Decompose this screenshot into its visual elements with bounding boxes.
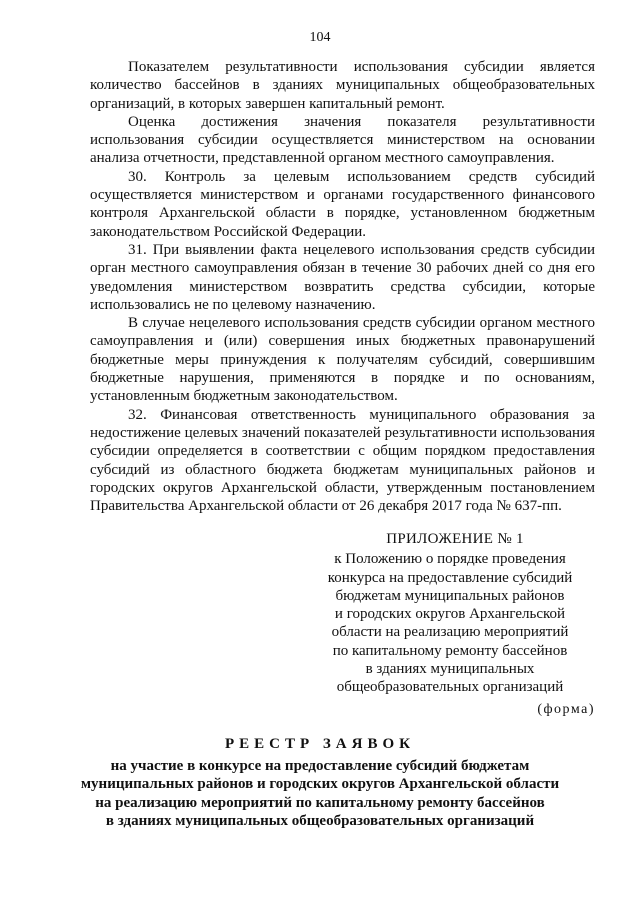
paragraph-misuse: В случае нецелевого использования средств субсидии органом местного самоуправления и (или) совершения иных бюджетных правонарушений бюджетные меры принуждения к получателям субсидий, совершившим бюджетные нарушения, применяются в порядке и по основаниям, установленным бюджетным законодательством.: [90, 315, 595, 405]
appendix-block: [310, 530, 600, 697]
appendix-line: бюджетам муниципальных районов: [335, 587, 565, 604]
appendix-line: общеобразовательных организаций: [336, 679, 564, 696]
registry-subtitle: [0, 757, 640, 830]
page-number: 104: [309, 30, 331, 45]
paragraph-evaluation: Оценка достижения значения показателя результативности использования субсидии осуществляется министерством на основании анализа отчетности, представленной органом местного самоуправления.: [90, 113, 595, 167]
registry-line: муниципальных районов и городских округов Архангельской области: [80, 776, 560, 793]
paragraph-32: 32. Финансовая ответственность муниципального образования за недостижение целевых значений показателей результативности использования субсидии определяется в соответствии с общим порядком предоставления субсидий из областного бюджета бюджетам муниципальных районов и городских округов Архангельской области, утвержденным постановлением Правительства Архангельской области от 26 декабря 2017 года № 637-пп.: [90, 406, 595, 515]
appendix-title: ПРИЛОЖЕНИЕ № 1: [386, 531, 524, 547]
form-mark: (форма): [537, 702, 595, 717]
appendix-line: к Положению о порядке проведения: [334, 551, 566, 568]
registry-line: в зданиях муниципальных общеобразовательных организаций: [105, 812, 535, 829]
appendix-subtitle: [310, 550, 590, 696]
document-body: [90, 58, 595, 515]
appendix-line: в зданиях муниципальных: [365, 661, 535, 678]
paragraph-indicator: Показателем результативности использования субсидии является количество бассейнов в зданиях муниципальных общеобразовательных организаций, в которых завершен капитальный ремонт.: [90, 59, 595, 112]
appendix-line: по капитальному ремонту бассейнов: [332, 642, 568, 659]
appendix-line: и городских округов Архангельской: [334, 606, 566, 623]
paragraph-30: 30. Контроль за целевым использованием средств субсидий осуществляется министерством и органами государственного финансового контроля Архангельской области в порядке, установленном бюджетным законодательством Российской Федерации.: [90, 168, 595, 240]
appendix-line: конкурса на предоставление субсидий: [327, 569, 573, 586]
paragraph-31: 31. При выявлении факта нецелевого использования средств субсидии орган местного самоуправления обязан в течение 30 рабочих дней со дня его уведомления министерством возвратить средства субсидии, которые использовались не по целевому назначению.: [90, 241, 595, 313]
appendix-line: области на реализацию мероприятий: [331, 624, 569, 641]
registry-title: РЕЕСТР ЗАЯВОК: [224, 736, 416, 752]
registry-line: на участие в конкурсе на предоставление субсидий бюджетам: [110, 758, 530, 774]
registry-line: на реализацию мероприятий по капитальному ремонту бассейнов: [95, 794, 545, 811]
